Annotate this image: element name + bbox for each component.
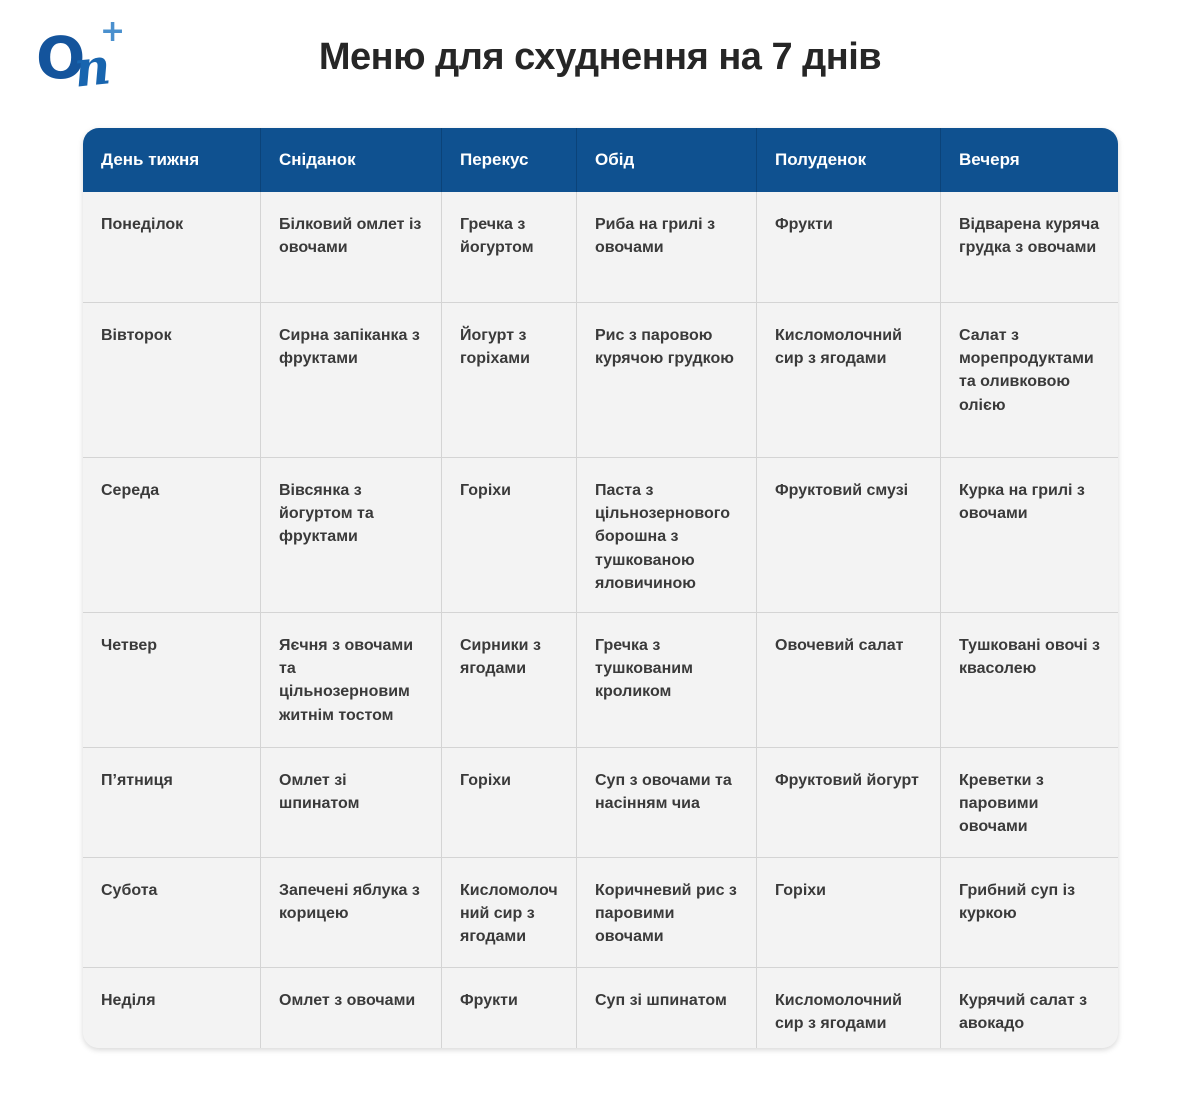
cell-breakfast: Запечені яблука з корицею: [261, 858, 442, 968]
page-title: Меню для схуднення на 7 днів: [318, 36, 882, 78]
cell-dinner: Салат з морепродуктами та оливковою олією: [941, 303, 1118, 458]
cell-breakfast: Вівсянка з йогуртом та фруктами: [261, 458, 442, 613]
cell-breakfast: Білковий омлет із овочами: [261, 192, 442, 303]
cell-snack: Йогурт з горіхами: [442, 303, 577, 458]
cell-dinner: Курка на грилі з овочами: [941, 458, 1118, 613]
cell-afternoon: Фруктовий смузі: [757, 458, 941, 613]
cell-day: Понеділок: [83, 192, 261, 303]
cell-afternoon: Горіхи: [757, 858, 941, 968]
cell-lunch: Риба на грилі з овочами: [577, 192, 757, 303]
cell-breakfast: Омлет з овочами: [261, 968, 442, 1048]
cell-dinner: Креветки з паровими овочами: [941, 748, 1118, 858]
cell-breakfast: Яєчня з овочами та цільнозерновим житнім тостом: [261, 613, 442, 748]
cell-lunch: Гречка з тушкованим кроликом: [577, 613, 757, 748]
cell-afternoon: Кисломолочний сир з ягодами: [757, 968, 941, 1048]
cell-dinner: Відварена куряча грудка з овочами: [941, 192, 1118, 303]
cell-snack: Сирники з ягодами: [442, 613, 577, 748]
cell-afternoon: Фруктовий йогурт: [757, 748, 941, 858]
cell-lunch: Коричневий рис з паровими овочами: [577, 858, 757, 968]
weekly-menu-table: [83, 128, 1118, 1048]
cell-lunch: Паста з цільнозернового борошна з тушкованою яловичиною: [577, 458, 757, 613]
cell-snack: Фрукти: [442, 968, 577, 1048]
header-cell-snack: Перекус: [442, 128, 577, 192]
cell-day: Вівторок: [83, 303, 261, 458]
cell-lunch: Суп з овочами та насінням чиа: [577, 748, 757, 858]
cell-dinner: Грибний суп із куркою: [941, 858, 1118, 968]
cell-day: Четвер: [83, 613, 261, 748]
logo-plus-icon: +: [100, 14, 126, 49]
cell-afternoon: Кисломолочний сир з ягодами: [757, 303, 941, 458]
header-cell-day: День тижня: [83, 128, 261, 192]
cell-day: Субота: [83, 858, 261, 968]
cell-day: Середа: [83, 458, 261, 613]
cell-afternoon: Фрукти: [757, 192, 941, 303]
cell-lunch: Рис з паровою курячою грудкою: [577, 303, 757, 458]
cell-snack: Кисломолочний сир з ягодами: [442, 858, 577, 968]
cell-dinner: Тушковані овочі з квасолею: [941, 613, 1118, 748]
cell-snack: Гречка з йогуртом: [442, 192, 577, 303]
header-cell-dinner: Вечеря: [941, 128, 1118, 192]
cell-dinner: Курячий салат з авокадо: [941, 968, 1118, 1048]
header-cell-lunch: Обід: [577, 128, 757, 192]
cell-day: Неділя: [83, 968, 261, 1048]
logo-letter-n: n: [71, 36, 114, 99]
cell-lunch: Суп зі шпинатом: [577, 968, 757, 1048]
header-cell-afternoon: Полуденок: [757, 128, 941, 192]
cell-afternoon: Овочевий салат: [757, 613, 941, 748]
cell-breakfast: Омлет зі шпинатом: [261, 748, 442, 858]
cell-snack: Горіхи: [442, 458, 577, 613]
cell-snack: Горіхи: [442, 748, 577, 858]
header-cell-breakfast: Сніданок: [261, 128, 442, 192]
cell-breakfast: Сирна запіканка з фруктами: [261, 303, 442, 458]
cell-day: П’ятниця: [83, 748, 261, 858]
logo-letter-o: O: [36, 24, 84, 92]
